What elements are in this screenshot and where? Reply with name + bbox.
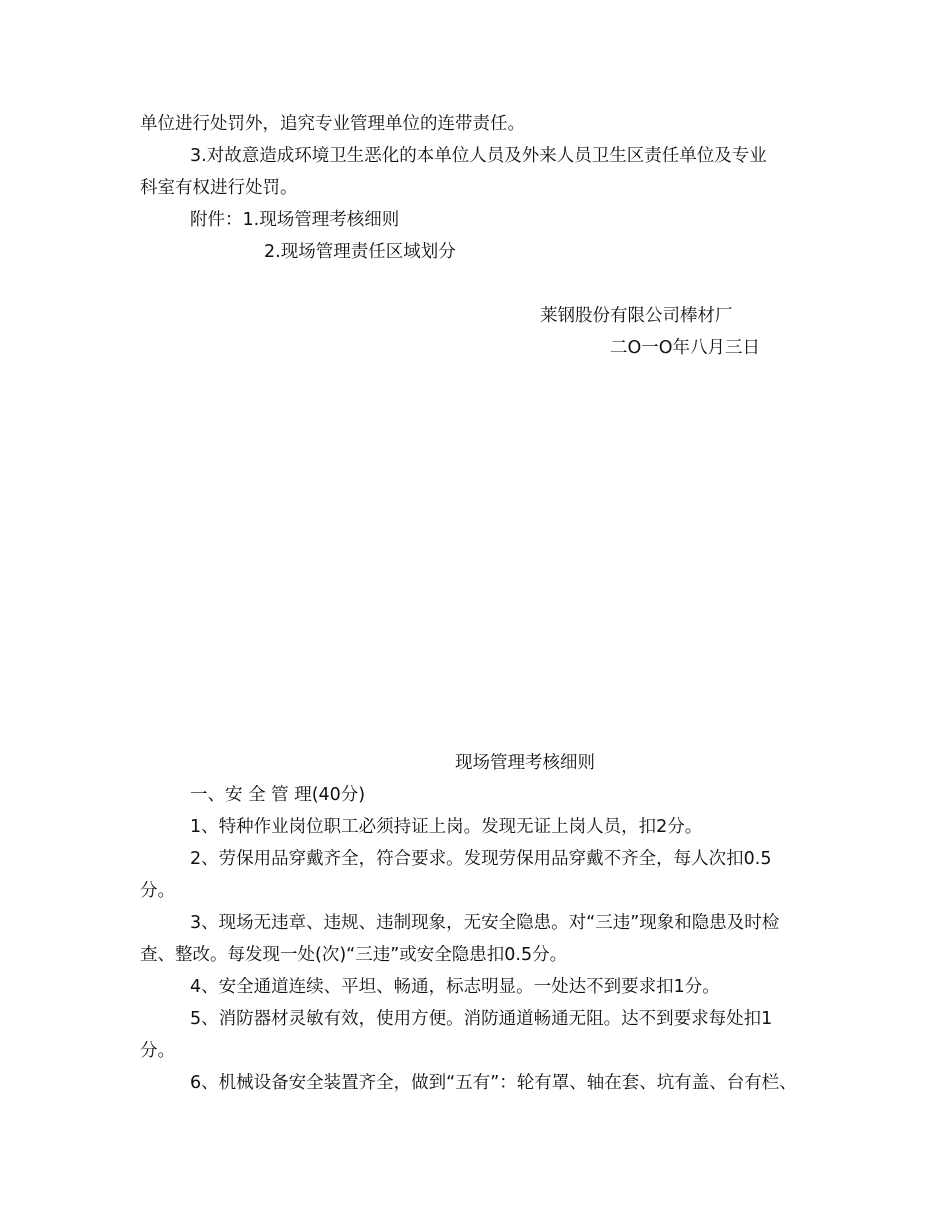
- rule-item-continuation: 分。: [140, 1041, 175, 1061]
- rule-item-continuation: 分。: [140, 881, 175, 901]
- rule-item: 3、现场无违章、违规、违制现象，无安全隐患。对“三违”现象和隐患及时检: [190, 913, 780, 933]
- paragraph-line: 3.对故意造成环境卫生恶化的本单位人员及外来人员卫生区责任单位及专业: [190, 146, 767, 166]
- rule-item-continuation: 查、整改。每发现一处(次)“三违”或安全隐患扣0.5分。: [140, 945, 568, 965]
- paragraph-line: 单位进行处罚外，追究专业管理单位的连带责任。: [140, 114, 525, 134]
- section-heading: 一、安 全 管 理(40分): [190, 785, 366, 805]
- attachment-line: 2.现场管理责任区域划分: [264, 242, 456, 262]
- signature-date: 二O一O年八月三日: [610, 338, 761, 358]
- rule-item: 5、消防器材灵敏有效，使用方便。消防通道畅通无阻。达不到要求每处扣1: [190, 1009, 773, 1029]
- rule-item: 6、机械设备安全装置齐全，做到“五有”：轮有罩、轴在套、坑有盖、台有栏、: [190, 1073, 797, 1093]
- rule-item: 4、安全通道连续、平坦、畅通，标志明显。一处达不到要求扣1分。: [190, 977, 720, 997]
- rule-item: 2、劳保用品穿戴齐全，符合要求。发现劳保用品穿戴不齐全，每人次扣0.5: [190, 849, 772, 869]
- attachment-line: 附件：1.现场管理考核细则: [190, 210, 400, 230]
- section-title: 现场管理考核细则: [455, 753, 595, 773]
- paragraph-line: 科室有权进行处罚。: [140, 178, 298, 198]
- signature-company: 莱钢股份有限公司棒材厂: [540, 306, 733, 326]
- rule-item: 1、特种作业岗位职工必须持证上岗。发现无证上岗人员，扣2分。: [190, 817, 703, 837]
